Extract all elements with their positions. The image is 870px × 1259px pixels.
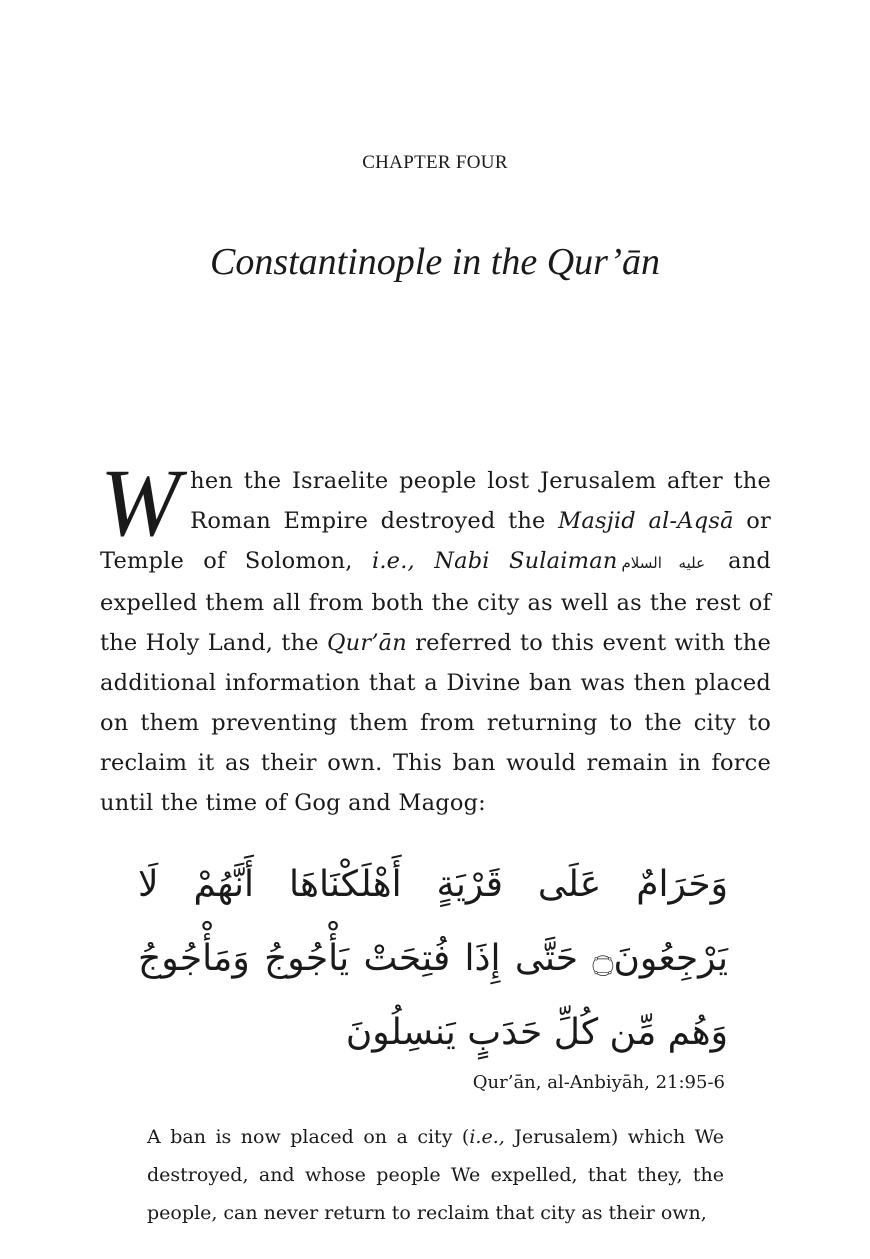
quran-term: Qur’ān (327, 630, 407, 656)
nabi-name: Nabi Sulaiman (434, 548, 618, 574)
chapter-title: Constantinople in the Qur’ān (209, 241, 660, 283)
masjid-term: Masjid al-Aqsā (558, 508, 734, 534)
body-text-4: and expelled them all from both the city as well as the rest of the Holy Land, the (100, 548, 772, 656)
drop-cap: W (100, 449, 181, 556)
body-text-1: hen the Israelite people lost Jerusalem after the Roman Empire destroyed the (190, 468, 771, 534)
body-text-2: or Temple of Solomon, (100, 508, 771, 574)
body-paragraph (100, 449, 772, 823)
body-text-3 (415, 548, 434, 574)
ie-abbrev: i.e., (371, 548, 415, 574)
chapter-label: CHAPTER FOUR (362, 152, 508, 173)
verse-citation: Qur’ān, al-Anbiyāh, 21:95-6 (472, 1072, 725, 1093)
translation-text-1: A ban is now placed on a city ( (147, 1126, 470, 1148)
verse-translation (147, 1118, 724, 1232)
translation-ie: i.e., (469, 1126, 505, 1148)
honorific-arabic: عليه السلام (621, 554, 706, 572)
translation-text-2: Jerusalem) which We destroyed, and whose people We expelled, that they, the people, can never return to reclaim that city as their own, (147, 1126, 724, 1224)
body-text-5: referred to this event with the additional information that a Divine ban was then placed on them preventing them from returning to the city to reclaim it as their own. This ban would remain in force until the time of Gog and Magog: (100, 630, 771, 816)
arabic-verse: وَحَرَامٌ عَلَى قَرْيَةٍ أَهْلَكْنَاهَا أَنَّهُمْ لَا يَرْجِعُونَ۝ حَتَّى إِذَا فُتِحَتْ يَأْجُوجُ وَمَأْجُوجُ وَهُم مِّن كُلِّ حَدَبٍ يَنسِلُونَ (138, 864, 728, 1053)
